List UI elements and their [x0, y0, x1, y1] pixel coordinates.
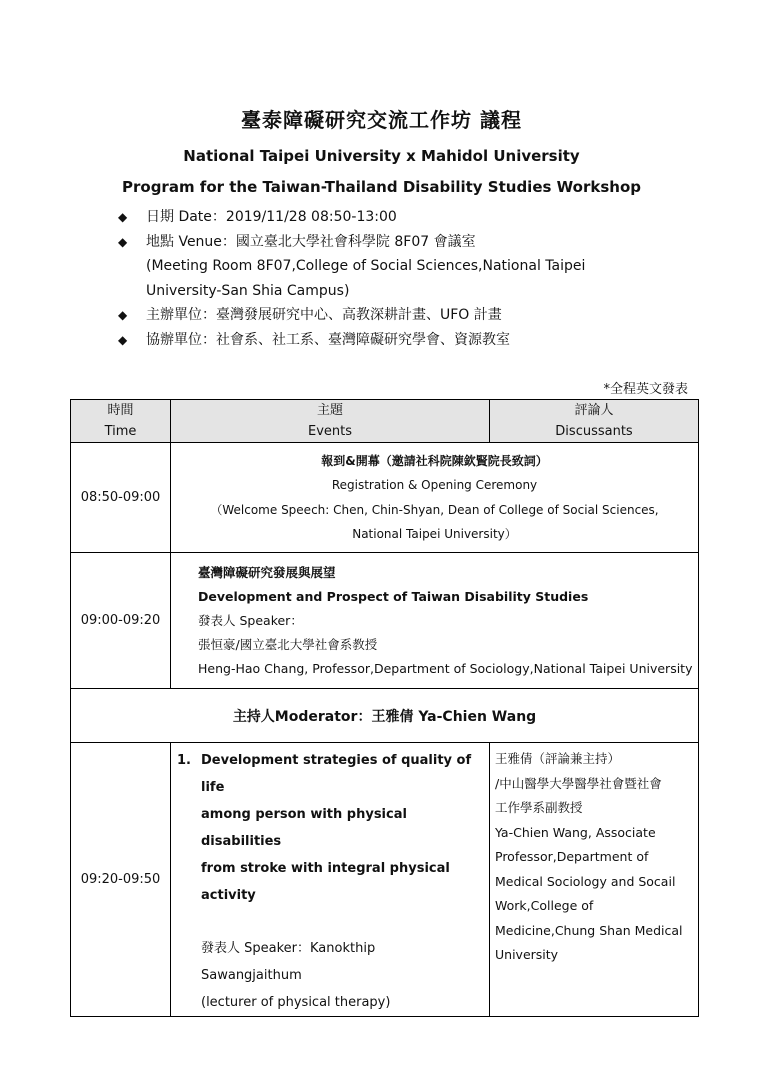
speaker-line: Sawangjaithum	[201, 968, 302, 983]
opening-title-en: Registration & Opening Ceremony	[331, 478, 538, 492]
header-time-zh: 時間	[107, 403, 134, 418]
info-list	[118, 205, 718, 352]
keynote-title-zh: 臺灣障礙研究發展與展望	[198, 564, 336, 580]
discussant-line: 王雅倩（評論兼主持）	[495, 751, 621, 766]
presentation-number: 1.	[177, 753, 191, 768]
welcome-speech-line-1: （Welcome Speech: Chen, Chin-Shyan, Dean of College of Social Sciences,	[210, 502, 659, 517]
header-discussants	[490, 400, 699, 443]
agenda-table	[70, 399, 699, 1017]
venue-en-line-1: (Meeting Room 8F07,College of Social Sciences,National Taipei	[146, 258, 586, 274]
header-events	[171, 400, 490, 443]
diamond-bullet-icon: ◆	[118, 308, 128, 322]
discussant-line: /中山醫學大學醫學社會暨社會	[495, 775, 662, 791]
page-title: 臺泰障礙研究交流工作坊 議程	[241, 108, 522, 132]
title-line: activity	[201, 888, 256, 903]
info-organizer	[118, 303, 718, 328]
header-time	[71, 400, 171, 443]
language-note: *全程英文發表	[603, 382, 688, 397]
keynote-speaker-zh: 張恒豪/國立臺北大學社會系教授	[198, 636, 378, 652]
info-venue	[118, 230, 718, 255]
diamond-bullet-icon: ◆	[118, 210, 128, 224]
diamond-bullet-icon: ◆	[118, 332, 128, 347]
discussant-line: Ya-Chien Wang, Associate	[495, 824, 656, 840]
subtitle-program: Program for the Taiwan-Thailand Disability Studies Workshop	[122, 178, 641, 196]
discussant-line: Medical Sociology and Socail	[495, 873, 676, 889]
subtitle-universities: National Taipei University x Mahidol University	[183, 147, 580, 165]
header-events-en: Events	[307, 424, 352, 439]
presentation-title	[177, 747, 485, 909]
title-line: among person with physical disabilities	[201, 807, 407, 849]
header-disc-zh: 評論人	[574, 403, 614, 418]
diamond-bullet-icon: ◆	[118, 234, 128, 249]
header-events-zh: 主題	[316, 403, 343, 418]
header-disc-en: Discussants	[555, 424, 633, 439]
title-line: Development strategies of quality of life	[201, 753, 472, 795]
venue-en-line-2: University-San Shia Campus)	[146, 282, 350, 299]
table-row	[71, 553, 699, 689]
moderator-text: 主持人Moderator：王雅倩 Ya-Chien Wang	[71, 689, 699, 743]
discussant-line: 工作學系副教授	[495, 800, 583, 815]
presentation-speaker	[177, 935, 485, 1016]
discussant-line: Work,College of	[495, 898, 594, 913]
info-co-organizer	[118, 328, 718, 353]
co-organizer-text: 協辦單位：社會系、社工系、臺灣障礙研究學會、資源教室	[146, 331, 510, 348]
row-time: 09:20-09:50	[71, 743, 171, 1017]
venue-text: 地點 Venue：國立臺北大學社會科學院 8F07 會議室	[146, 233, 476, 250]
discussant-line: University	[495, 947, 559, 962]
table-row	[71, 743, 699, 1017]
welcome-speech-line-2: National Taipei University）	[352, 527, 517, 541]
presentation-title-text	[201, 747, 485, 909]
info-date	[118, 205, 718, 230]
keynote-cell	[171, 553, 699, 689]
keynote-title-en: Development and Prospect of Taiwan Disability Studies	[198, 588, 589, 604]
speaker-line: (lecturer of physical therapy)	[201, 995, 391, 1010]
header-time-en: Time	[104, 424, 137, 439]
presentation-cell	[171, 743, 490, 1017]
row-time: 09:00-09:20	[71, 553, 171, 689]
date-text: 日期 Date：2019/11/28 08:50-13:00	[146, 209, 397, 225]
table-header-row	[71, 400, 699, 443]
moderator-row	[71, 689, 699, 743]
title-line: from stroke with integral physical	[201, 861, 450, 876]
discussant-line: Professor,Department of	[495, 849, 649, 864]
discussant-cell	[490, 743, 699, 1017]
organizer-text: 主辦單位：臺灣發展研究中心、高教深耕計畫、UFO 計畫	[146, 307, 502, 323]
speaker-line: 發表人 Speaker：Kanokthip	[201, 941, 376, 956]
opening-title-zh: 報到&開幕（邀請社科院陳欽賢院長致詞）	[321, 453, 548, 468]
opening-cell	[171, 443, 699, 553]
discussant-line: Medicine,Chung Shan Medical	[495, 922, 683, 938]
row-time: 08:50-09:00	[71, 443, 171, 553]
keynote-speaker-en: Heng-Hao Chang, Professor,Department of Sociology,National Taipei University	[198, 660, 693, 676]
keynote-speaker-label: 發表人 Speaker：	[198, 612, 303, 628]
table-row	[71, 443, 699, 553]
